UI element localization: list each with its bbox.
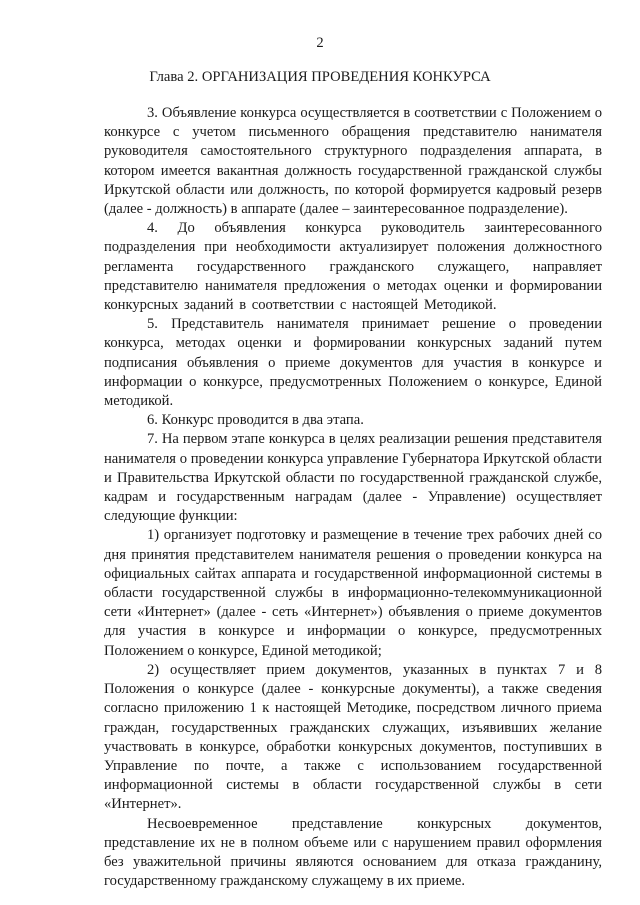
chapter-title: Глава 2. ОРГАНИЗАЦИЯ ПРОВЕДЕНИЯ КОНКУРСА	[149, 69, 491, 85]
page-number: 2	[316, 35, 324, 51]
paragraph-7-1: 1) организует подготовку и размещение в течение трех рабочих дней со дня принятия представителем нанимателя решения о проведении конкурса на официальных сайтах аппарата и государственной информационной системы в области государственной службы в информационно-телекоммуникационной сети «Интернет» (далее - сеть «Интернет») объявления о приеме документов для участия в конкурсе и информации о конкурсе, предусмотренных Положением о конкурсе, Единой методикой;	[104, 527, 602, 659]
paragraph-untimely-submission: Несвоевременное представление конкурсных документов, представление их не в полном объеме или с нарушением правил оформления без уважительной причины являются основанием для отказа гражданину, государственному гражданскому служащему в их приеме.	[104, 815, 602, 890]
paragraph-5: 5. Представитель нанимателя принимает решение о проведении конкурса, методах оценки и формировании конкурсных заданий путем подписания объявления о приеме документов для участия в конкурсе и информации о конкурсе, предусмотренных Положением о конкурсе, Единой методикой.	[104, 316, 602, 410]
paragraph-3: 3. Объявление конкурса осуществляется в соответствии с Положением о конкурсе с учетом письменного обращения представителю нанимателя руководителя самостоятельного структурного подразделения аппарата, в котором имеется вакантная должность государственной гражданской службы Иркутской области или должность, по которой формируется кадровый резерв (далее - должность) в аппарате (далее – заинтересованное подразделение).	[104, 105, 602, 218]
paragraph-6: 6. Конкурс проводится в два этапа.	[147, 412, 364, 429]
paragraph-7: 7. На первом этапе конкурса в целях реализации решения представителя нанимателя о проведении конкурса управление Губернатора Иркутской области и Правительства Иркутской области по государственной гражданской службе, кадрам и государственным наградам (далее - Управление) осуществляет следующие функции:	[104, 431, 602, 525]
document-body	[104, 104, 602, 891]
paragraph-7-2: 2) осуществляет прием документов, указанных в пунктах 7 и 8 Положения о конкурсе (далее - конкурсные документы), а также сведения согласно приложению 1 к настоящей Методике, посредством личного приема граждан, государственных гражданских служащих, изъявивших желание участвовать в конкурсе, обработки конкурсных документов, поступивших в Управление по почте, а также с использованием государственной информационной системы в области государственной службы в сети «Интернет».	[104, 661, 602, 813]
paragraph-4: 4. До объявления конкурса руководитель заинтересованного подразделения при необходимости актуализирует положения должностного регламента государственного гражданского служащего, направляет представителю нанимателя предложения о методах оценки и формировании конкурсных заданий в соответствии с настоящей Методикой.	[104, 220, 602, 314]
